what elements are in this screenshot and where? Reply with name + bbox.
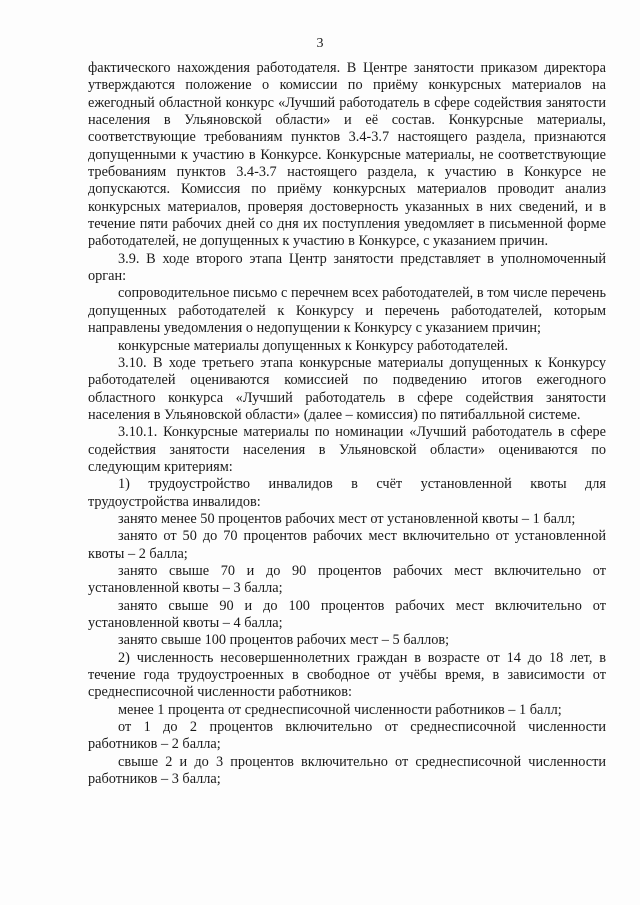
paragraph-continuation: фактического нахождения работодателя. В Центре занятости приказом директора утверждаются положение о комиссии по приёму конкурсных материалов на ежегодный областной конкурс «Лучший работодатель в сфере содействия занятости населения в Ульяновской области» и её состав. Конкурсные материалы, соответствующие требованиям пунктов 3.4-3.7 настоящего раздела, признаются допущенными к участию в Конкурсе. Конкурсные материалы, не соответствующие требованиям пунктов 3.4-3.7 настоящего раздела, к участию в Конкурсе не допускаются. Комиссия по приёму конкурсных материалов проводит анализ конкурсных материалов, проверяя достоверность указанных в них сведений, и в течение пяти рабочих дней со дня их поступления уведомляет в письменной форме работодателей, не допущенных к участию в Конкурсе, с указанием причин. <box>88 60 606 250</box>
list-item-cover-letter: сопроводительное письмо с перечнем всех работодателей, в том числе перечень допущенных работодателей к Конкурсу и перечень работодателей, которым направлены уведомления о недопущении к Конкурсу с указанием причин; <box>88 285 606 337</box>
criterion-1-score-5: занято свыше 100 процентов рабочих мест – 5 баллов; <box>118 632 450 649</box>
criterion-1-score-4: занято свыше 90 и до 100 процентов рабочих мест включительно от установленной квоты – 4 балла; <box>88 597 606 631</box>
paragraph-3-10: 3.10. В ходе третьего этапа конкурсные материалы допущенных к Конкурсу работодателей оцениваются комиссией по подведению итогов ежегодного областного конкурса «Лучший работодатель в сфере содействия занятости населения в Ульяновской области» (далее – комиссия) по пятибалльной системе. <box>88 354 606 423</box>
criterion-2-score-2: от 1 до 2 процентов включительно от среднесписочной численности работников – 2 балла; <box>88 719 606 753</box>
paragraph-3-9: 3.9. В ходе второго этапа Центр занятости представляет в уполномоченный орган: <box>88 250 606 285</box>
criterion-1-score-3: занято свыше 70 и до 90 процентов рабочих мест включительно от установленной квоты – 3 балла; <box>88 562 606 597</box>
page-number: 3 <box>316 36 324 51</box>
criterion-1-score-2: занято от 50 до 70 процентов рабочих мест включительно от установленной квоты – 2 балла; <box>88 528 606 562</box>
list-item-materials: конкурсные материалы допущенных к Конкурсу работодателей. <box>118 337 509 354</box>
paragraph-3-10-1: 3.10.1. Конкурсные материалы по номинации «Лучший работодатель в сфере содействия занятости населения в Ульяновской области» оцениваются по следующим критериям: <box>88 424 606 475</box>
criterion-2-score-1: менее 1 процента от среднесписочной численности работников – 1 балл; <box>118 701 562 718</box>
criterion-2-heading: 2) численность несовершеннолетних граждан в возрасте от 14 до 18 лет, в течение года трудоустроенных в свободное от учёбы время, в зависимости от среднесписочной численности работников: <box>88 649 606 701</box>
document-body <box>88 60 606 788</box>
criterion-1-score-1: занято менее 50 процентов рабочих мест от установленной квоты – 1 балл; <box>118 510 576 527</box>
criterion-1-heading: 1) трудоустройство инвалидов в счёт установленной квоты для трудоустройства инвалидов: <box>88 476 606 510</box>
criterion-2-score-3: свыше 2 и до 3 процентов включительно от среднесписочной численности работников – 3 балла; <box>88 753 606 788</box>
